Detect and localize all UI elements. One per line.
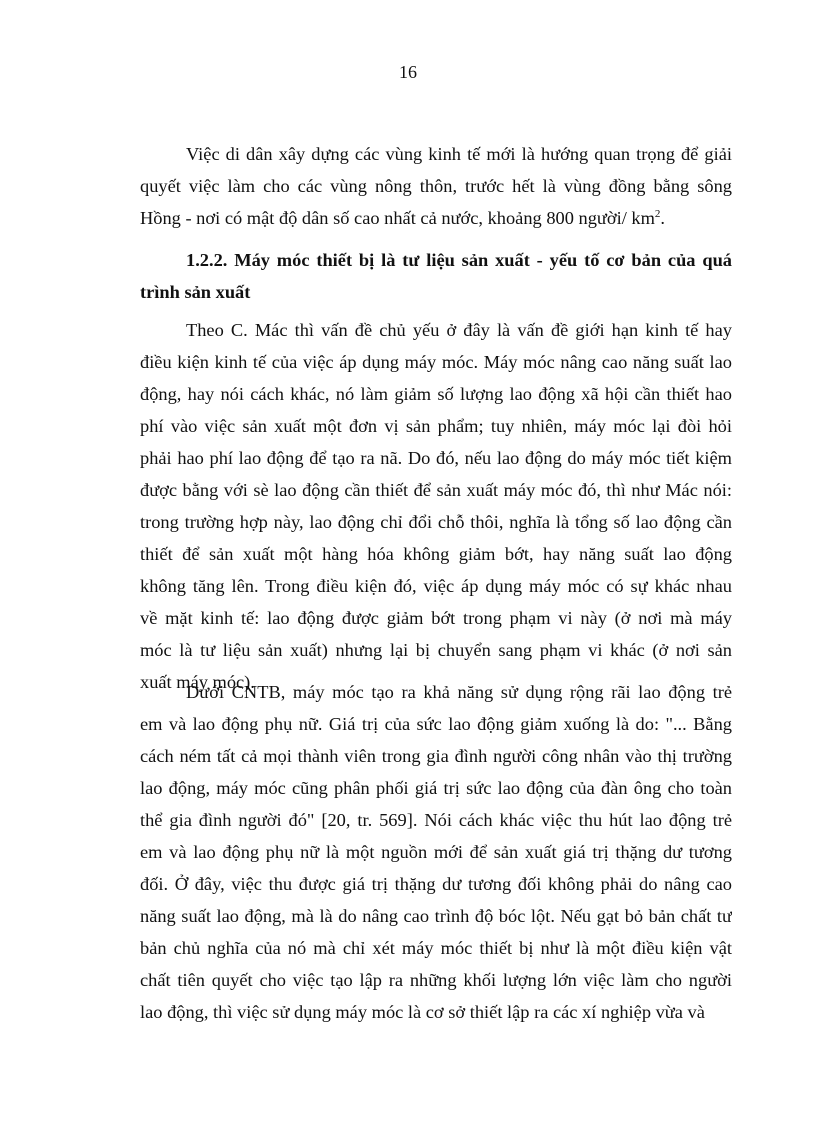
text-line: xuất máy móc). bbox=[140, 672, 255, 692]
text-line: được bằng với sè lao động cần thiết để sản xuất máy móc đó, thì như Mác nói: bbox=[140, 480, 732, 500]
text-line-end: . bbox=[660, 208, 666, 228]
text-line: động, hay nói cách khác, nó làm giảm số lượng lao động xã hội cần thiết hao bbox=[140, 384, 732, 404]
text-line: lao động, thì việc sử dụng máy móc là cơ sở thiết lập ra các xí nghiệp vừa và bbox=[140, 1002, 705, 1022]
text-line: không tăng lên. Trong điều kiện đó, việc áp dụng máy móc có sự khác nhau bbox=[140, 576, 732, 596]
text-line: em và lao động phụ nữ. Giá trị của sức lao động giảm xuống là do: "... Bằng bbox=[140, 714, 732, 734]
text-line: em và lao động phụ nữ là một nguồn mới để sản xuất giá trị thặng dư tương bbox=[140, 842, 732, 862]
paragraph-1 bbox=[140, 138, 732, 234]
text-line: phải hao phí lao động để tạo ra nã. Do đó, nếu lao động do máy móc tiết kiệm bbox=[140, 448, 732, 468]
text-line: Việc di dân xây dựng các vùng kinh tế mới là hướng quan trọng để giải bbox=[186, 144, 732, 164]
text-line: đối. Ở đây, việc thu được giá trị thặng dư tương đối không phải do nâng cao bbox=[140, 874, 732, 894]
paragraph-3 bbox=[140, 676, 732, 1028]
text-line: điều kiện kinh tế của việc áp dụng máy móc. Máy móc nâng cao năng suất lao bbox=[140, 352, 732, 372]
text-line: lao động, máy móc cũng phân phối giá trị sức lao động của đàn ông cho toàn bbox=[140, 778, 732, 798]
text-line: trong trường hợp này, lao động chỉ đổi chỗ thôi, nghĩa là tổng số lao động cần bbox=[140, 512, 732, 532]
text-line: chất tiên quyết cho việc tạo lập ra những khối lượng lớn việc làm cho người bbox=[140, 970, 732, 990]
text-line: bản chủ nghĩa của nó mà chỉ xét máy móc thiết bị như là một điều kiện vật bbox=[140, 938, 732, 958]
text-line: phí vào việc sản xuất một đơn vị sản phẩm; tuy nhiên, máy móc lại đòi hỏi bbox=[140, 416, 732, 436]
text-line: cách ném tất cả mọi thành viên trong gia đình người công nhân vào thị trường bbox=[140, 746, 732, 766]
text-line: Dưới CNTB, máy móc tạo ra khả năng sử dụng rộng rãi lao động trẻ bbox=[186, 682, 732, 702]
page-number: 16 bbox=[399, 62, 417, 82]
text-line-content: Hồng - nơi có mật độ dân số cao nhất cả nước, khoảng 800 người/ km bbox=[140, 208, 655, 228]
text-line: năng suất lao động, mà là do nâng cao trình độ bóc lột. Nếu gạt bỏ bản chất tư bbox=[140, 906, 732, 926]
heading-line: 1.2.2. Máy móc thiết bị là tư liệu sản xuất - yếu tố cơ bản của quá bbox=[186, 250, 732, 270]
section-heading bbox=[140, 244, 732, 308]
text-line: quyết việc làm cho các vùng nông thôn, trước hết là vùng đồng bằng sông bbox=[140, 176, 732, 196]
text-line: móc là tư liệu sản xuất) nhưng lại bị chuyển sang phạm vi khác (ở nơi sản bbox=[140, 640, 732, 660]
text-line: Theo C. Mác thì vấn đề chủ yếu ở đây là vấn đề giới hạn kinh tế hay bbox=[186, 320, 732, 340]
text-line: thiết để sản xuất một hàng hóa không giảm bớt, hay năng suất lao động bbox=[140, 544, 732, 564]
paragraph-2 bbox=[140, 314, 732, 698]
heading-line: trình sản xuất bbox=[140, 282, 251, 302]
text-line bbox=[140, 202, 732, 234]
text-line: thể gia đình người đó" [20, tr. 569]. Nói cách khác việc thu hút lao động trẻ bbox=[140, 810, 732, 830]
text-line: về mặt kinh tế: lao động được giảm bớt trong phạm vi này (ở nơi mà máy bbox=[140, 608, 732, 628]
superscript: 2 bbox=[654, 207, 661, 220]
